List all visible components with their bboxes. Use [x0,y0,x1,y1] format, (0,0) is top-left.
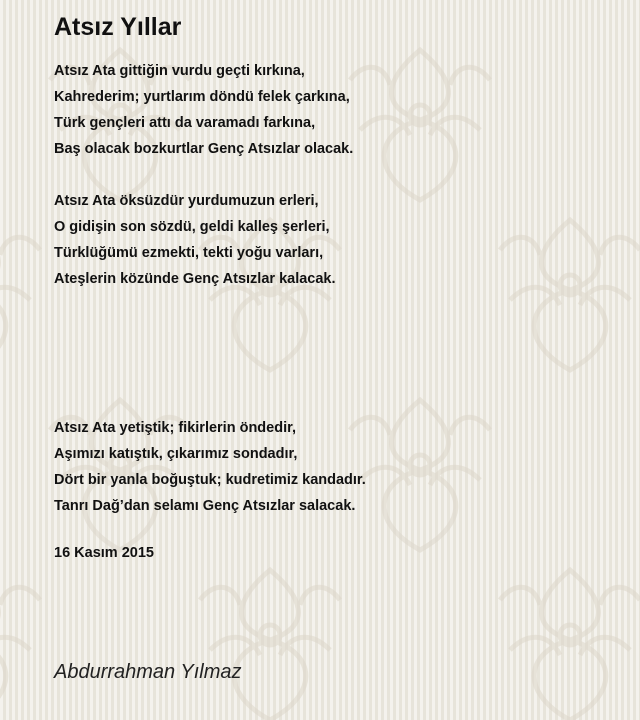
poem-body [54,58,640,519]
poem-title: Atsız Yıllar [54,13,182,41]
poem-line: Atsız Ata yetiştik; fikirlerin öndedir, [54,420,296,436]
stanza-2 [54,188,640,292]
poem-line: Baş olacak bozkurtlar Genç Atsızlar olacak. [54,141,354,157]
stanza-1 [54,58,640,162]
stanza-spacer [54,162,640,188]
poem-line: Aşımızı katıştık, çıkarımız sondadır, [54,446,298,462]
stanza-3 [54,415,640,519]
poem-line: Dört bir yanla boğuştuk; kudretimiz kandadır. [54,472,366,488]
poem-line: Türklüğümü ezmekti, tekti yoğu varları, [54,245,324,261]
poem-line: Atsız Ata gittiğin vurdu geçti kırkına, [54,63,305,79]
poem-author: Abdurrahman Yılmaz [54,661,242,683]
poem-line: Ateşlerin közünde Genç Atsızlar kalacak. [54,271,336,287]
poem-line: Atsız Ata öksüzdür yurdumuzun erleri, [54,193,319,209]
poem-line: Kahrederim; yurtlarım döndü felek çarkına, [54,89,350,105]
poem-line: Tanrı Dağ’dan selamı Genç Atsızlar salacak. [54,498,356,514]
poem-date: 16 Kasım 2015 [54,545,154,561]
poem-line: Türk gençleri attı da varamadı farkına, [54,115,316,131]
poem-line: O gidişin son sözdü, geldi kalleş şerleri, [54,219,330,235]
stanza-spacer [54,292,640,415]
